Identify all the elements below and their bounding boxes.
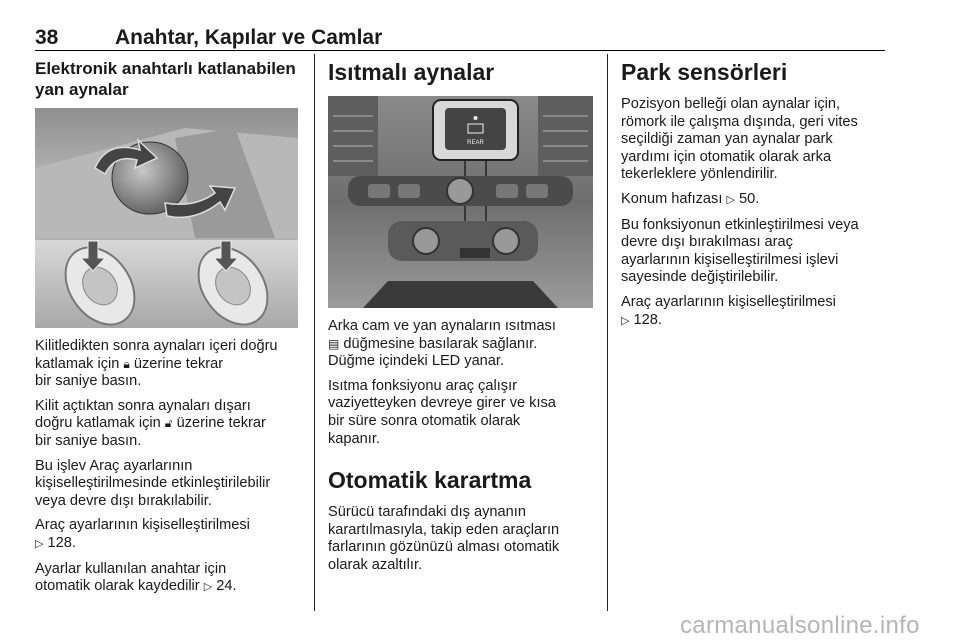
text-line: Düğme içindeki LED yanar. bbox=[328, 353, 505, 370]
watermark: carmanualsonline.info bbox=[680, 612, 920, 639]
rear-button-label: REAR bbox=[467, 140, 484, 146]
key-unlock-icon: 🔓︎ bbox=[164, 416, 173, 431]
text-line: Kilit açtıktan sonra aynaları dışarı bbox=[35, 397, 251, 414]
park-sensors-heading: Park sensörleri bbox=[621, 59, 788, 85]
paragraph bbox=[328, 504, 596, 574]
column-divider-1 bbox=[314, 54, 315, 611]
text-line: Bu fonksiyonun etkinleştirilmesi veya bbox=[621, 216, 859, 233]
text-line: üzerine tekrar bbox=[129, 355, 224, 372]
text-line: sayesinde değiştirilebilir. bbox=[621, 269, 779, 286]
text-line: bir saniye basın. bbox=[35, 432, 142, 449]
text-line: Konum hafızası bbox=[621, 190, 727, 207]
text-line: otomatik olarak kaydedilir bbox=[35, 578, 204, 595]
text-line: üzerine tekrar bbox=[172, 415, 266, 432]
page-header bbox=[35, 26, 885, 52]
text-line: yardımı için otomatik olarak arka bbox=[621, 148, 832, 165]
text-line: veya devre dışı bırakılabilir. bbox=[35, 492, 212, 509]
paragraph bbox=[35, 398, 303, 451]
auto-dimming-heading: Otomatik karartma bbox=[328, 467, 532, 494]
header-rule bbox=[35, 50, 885, 51]
text-line: Araç ayarlarının kişiselleştirilmesi bbox=[621, 293, 836, 310]
text-line: Araç ayarlarının kişiselleştirilmesi bbox=[35, 517, 250, 534]
column-folding-mirrors bbox=[35, 58, 303, 604]
paragraph bbox=[35, 458, 303, 511]
text-line: Ayarlar kullanılan anahtar için bbox=[35, 560, 227, 577]
text-line: bir süre sonra otomatik olarak bbox=[328, 412, 521, 429]
key-lock-icon: 🔒︎ bbox=[123, 356, 130, 371]
text-line: farlarının gözünüzü alması otomatik bbox=[328, 539, 560, 556]
triangle-right-icon: ▷ bbox=[35, 537, 44, 550]
text-line: düğmesine basılarak sağlanır. bbox=[339, 335, 538, 352]
text-line: bir saniye basın. bbox=[35, 373, 142, 390]
text-line: Kilitledikten sonra aynaları içeri doğru bbox=[35, 338, 278, 354]
paragraph bbox=[35, 517, 303, 553]
text-line: seçildiği zaman yan aynalar park bbox=[621, 131, 833, 148]
paragraph bbox=[621, 217, 891, 287]
paragraph bbox=[621, 294, 891, 330]
text-line: Pozisyon belleği olan aynalar için, bbox=[621, 96, 841, 112]
text-line: olarak azaltılır. bbox=[328, 556, 423, 573]
page-ref-link[interactable]: 128. bbox=[47, 534, 76, 551]
text-line: kişiselleştirilmesinde etkinleştirilebilir bbox=[35, 475, 271, 492]
heading-line: yan aynalar bbox=[35, 80, 129, 99]
heated-mirrors-heading: Isıtmalı aynalar bbox=[328, 59, 495, 85]
text-line: tekerleklere yönlendirilir. bbox=[621, 166, 778, 183]
heading-line: Elektronik anahtarlı katlanabilen bbox=[35, 59, 296, 78]
text-line: ayarlarının kişiselleştirilmesi işlevi bbox=[621, 251, 839, 268]
folding-mirror-figure bbox=[35, 108, 298, 328]
text-line: Isıtma fonksiyonu araç çalışır bbox=[328, 377, 517, 394]
paragraph bbox=[35, 338, 303, 391]
page-ref-link[interactable]: 24. bbox=[216, 578, 237, 595]
heated-mirror-control-figure bbox=[328, 96, 593, 308]
page-ref-link[interactable]: 50. bbox=[739, 190, 760, 207]
triangle-right-icon: ▷ bbox=[726, 193, 735, 206]
text-line: römork ile çalışma dışında, geri vites bbox=[621, 113, 858, 130]
text-line: vaziyetteyken devreye girer ve kısa bbox=[328, 395, 556, 412]
page-number: 38 bbox=[35, 26, 59, 49]
column-park-sensors bbox=[621, 58, 891, 337]
text-line: Sürücü tarafındaki dış aynanın bbox=[328, 504, 526, 521]
text-line: Bu işlev Araç ayarlarının bbox=[35, 457, 193, 474]
paragraph bbox=[35, 561, 303, 597]
text-line: devre dışı bırakılması araç bbox=[621, 234, 793, 251]
triangle-right-icon: ▷ bbox=[621, 314, 630, 327]
folding-mirrors-heading bbox=[35, 58, 303, 100]
paragraph bbox=[328, 318, 596, 371]
text-line: katlamak için bbox=[35, 355, 124, 372]
text-line: Arka cam ve yan aynaların ısıtması bbox=[328, 318, 556, 334]
page-title: Anahtar, Kapılar ve Camlar bbox=[115, 26, 383, 49]
paragraph bbox=[328, 378, 596, 448]
column-divider-2 bbox=[607, 54, 608, 611]
rear-heat-icon: ▤ bbox=[328, 336, 340, 351]
paragraph bbox=[621, 191, 891, 210]
paragraph bbox=[621, 96, 891, 184]
triangle-right-icon: ▷ bbox=[203, 581, 213, 594]
text-line: karartılmasıyla, takip eden araçların bbox=[328, 521, 560, 538]
page-ref-link[interactable]: 128. bbox=[633, 311, 662, 328]
text-line: kapanır. bbox=[328, 430, 380, 447]
text-line: doğru katlamak için bbox=[35, 415, 165, 432]
column-heated-mirrors bbox=[328, 58, 596, 582]
